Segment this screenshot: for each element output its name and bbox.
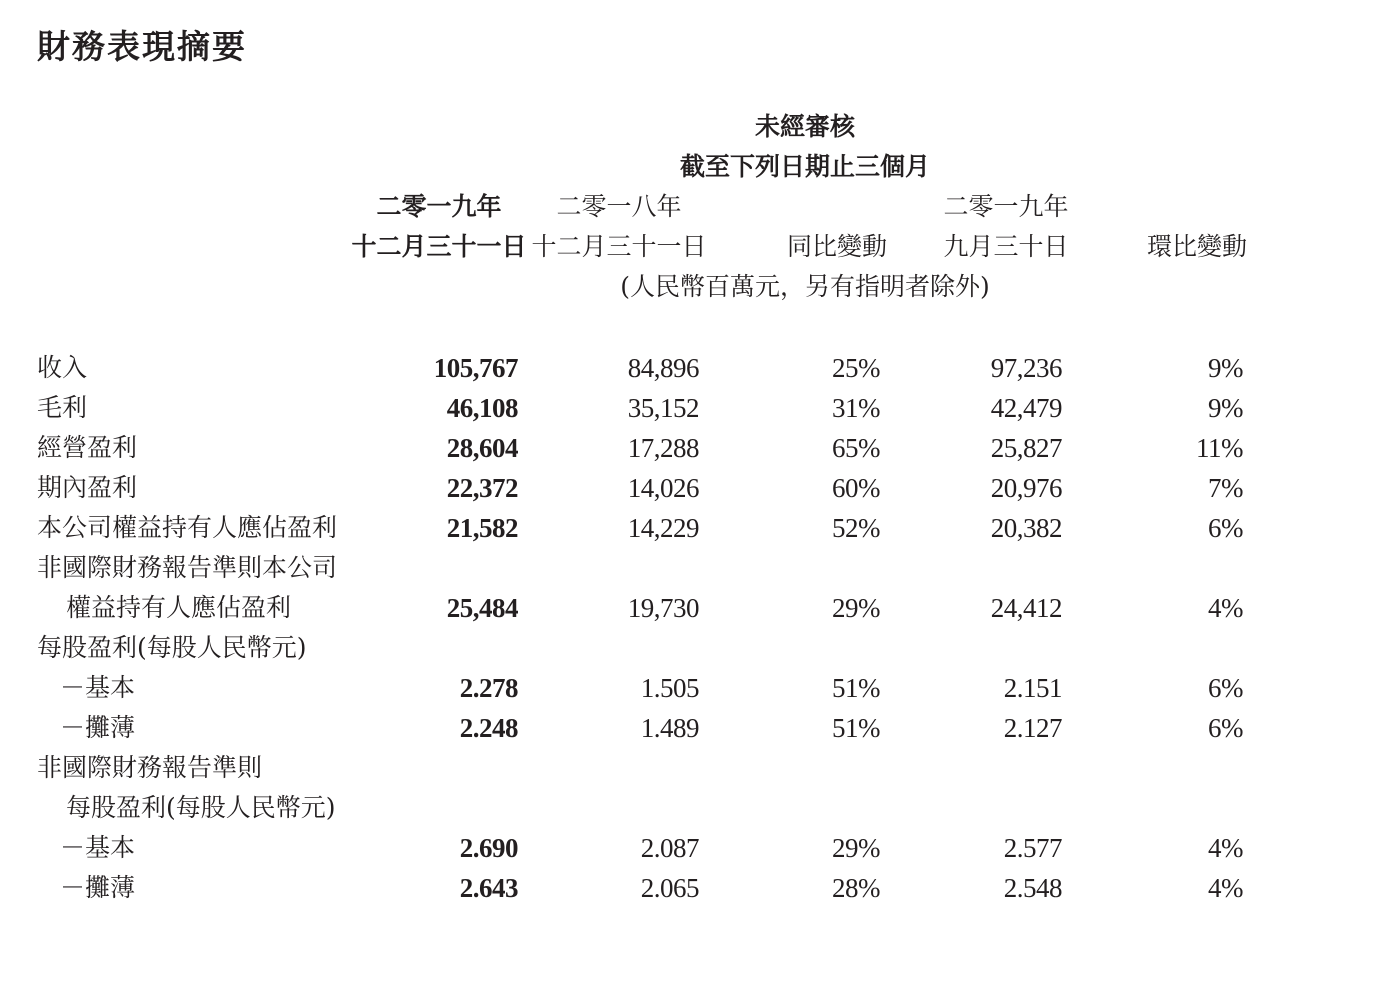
row-label: 權益持有人應佔盈利: [66, 593, 292, 622]
row-value: 2.248: [459, 713, 518, 743]
row-value: 7%: [1208, 473, 1243, 503]
row-value: 2.577: [1003, 833, 1062, 863]
row-value: 97,236: [990, 353, 1062, 383]
row-value: 2.548: [1003, 873, 1062, 903]
row-value: 2.690: [459, 833, 518, 863]
period-heading: 截至下列日期止三個月: [679, 152, 931, 181]
row-label: 毛利: [37, 393, 88, 422]
row-value: 4%: [1208, 593, 1243, 623]
row-value: 9%: [1208, 353, 1243, 383]
row-value: 29%: [832, 593, 880, 623]
column-header-label: 十二月三十一日: [531, 232, 707, 261]
unit-note: (人民幣百萬元，另有指明者除外): [620, 272, 990, 301]
row-value: 31%: [832, 393, 880, 423]
row-value: 6%: [1208, 713, 1243, 743]
row-label: 每股盈利(每股人民幣元): [37, 633, 307, 662]
row-value: 51%: [832, 673, 880, 703]
row-value: 2.065: [640, 873, 699, 903]
row-value: 22,372: [446, 473, 518, 503]
row-label: 經營盈利: [37, 433, 138, 462]
row-label: 本公司權益持有人應佔盈利: [37, 513, 338, 542]
row-value: 21,582: [446, 513, 518, 543]
row-value: 28%: [832, 873, 880, 903]
row-label: －基本: [60, 673, 136, 702]
row-value: 9%: [1208, 393, 1243, 423]
row-value: 20,382: [990, 513, 1062, 543]
row-value: 6%: [1208, 673, 1243, 703]
row-label: 非國際財務報告準則本公司: [37, 553, 338, 582]
row-value: 1.489: [640, 713, 699, 743]
row-value: 46,108: [446, 393, 518, 423]
row-value: 51%: [832, 713, 880, 743]
column-header-label: 同比變動: [786, 232, 888, 261]
row-value: 25,827: [990, 433, 1062, 463]
row-value: 1.505: [640, 673, 699, 703]
row-value: 2.278: [459, 673, 518, 703]
row-value: 52%: [832, 513, 880, 543]
row-value: 6%: [1208, 513, 1243, 543]
row-value: 2.087: [640, 833, 699, 863]
row-label: －基本: [60, 833, 136, 862]
audit-status-heading: 未經審核: [754, 112, 856, 141]
row-value: 4%: [1208, 873, 1243, 903]
row-label: －攤薄: [60, 713, 136, 742]
row-value: 65%: [832, 433, 880, 463]
row-label: 期內盈利: [37, 473, 138, 502]
row-label: 非國際財務報告準則: [37, 753, 263, 782]
row-value: 84,896: [627, 353, 699, 383]
column-header-date-year: 二零一八年: [556, 192, 682, 221]
row-value: 2.151: [1003, 673, 1062, 703]
row-value: 35,152: [627, 393, 699, 423]
row-value: 11%: [1196, 433, 1243, 463]
row-value: 60%: [832, 473, 880, 503]
row-value: 29%: [832, 833, 880, 863]
row-value: 42,479: [990, 393, 1062, 423]
row-value: 25,484: [446, 593, 518, 623]
row-value: 28,604: [446, 433, 518, 463]
row-value: 17,288: [627, 433, 699, 463]
column-header-date-year: 二零一九年: [376, 192, 502, 221]
row-value: 4%: [1208, 833, 1243, 863]
column-header-label: 環比變動: [1146, 232, 1248, 261]
page-title: 財務表現摘要: [37, 27, 247, 66]
row-value: 19,730: [627, 593, 699, 623]
row-label: －攤薄: [60, 873, 136, 902]
row-value: 20,976: [990, 473, 1062, 503]
row-value: 14,229: [627, 513, 699, 543]
column-header-date-year: 二零一九年: [943, 192, 1069, 221]
column-header-label: 九月三十日: [943, 232, 1069, 261]
row-value: 105,767: [433, 353, 518, 383]
column-header-label: 十二月三十一日: [351, 232, 527, 261]
row-value: 24,412: [990, 593, 1062, 623]
row-value: 25%: [832, 353, 880, 383]
row-label: 收入: [37, 353, 88, 382]
row-value: 2.127: [1003, 713, 1062, 743]
row-label: 每股盈利(每股人民幣元): [66, 793, 336, 822]
row-value: 14,026: [627, 473, 699, 503]
row-value: 2.643: [459, 873, 518, 903]
